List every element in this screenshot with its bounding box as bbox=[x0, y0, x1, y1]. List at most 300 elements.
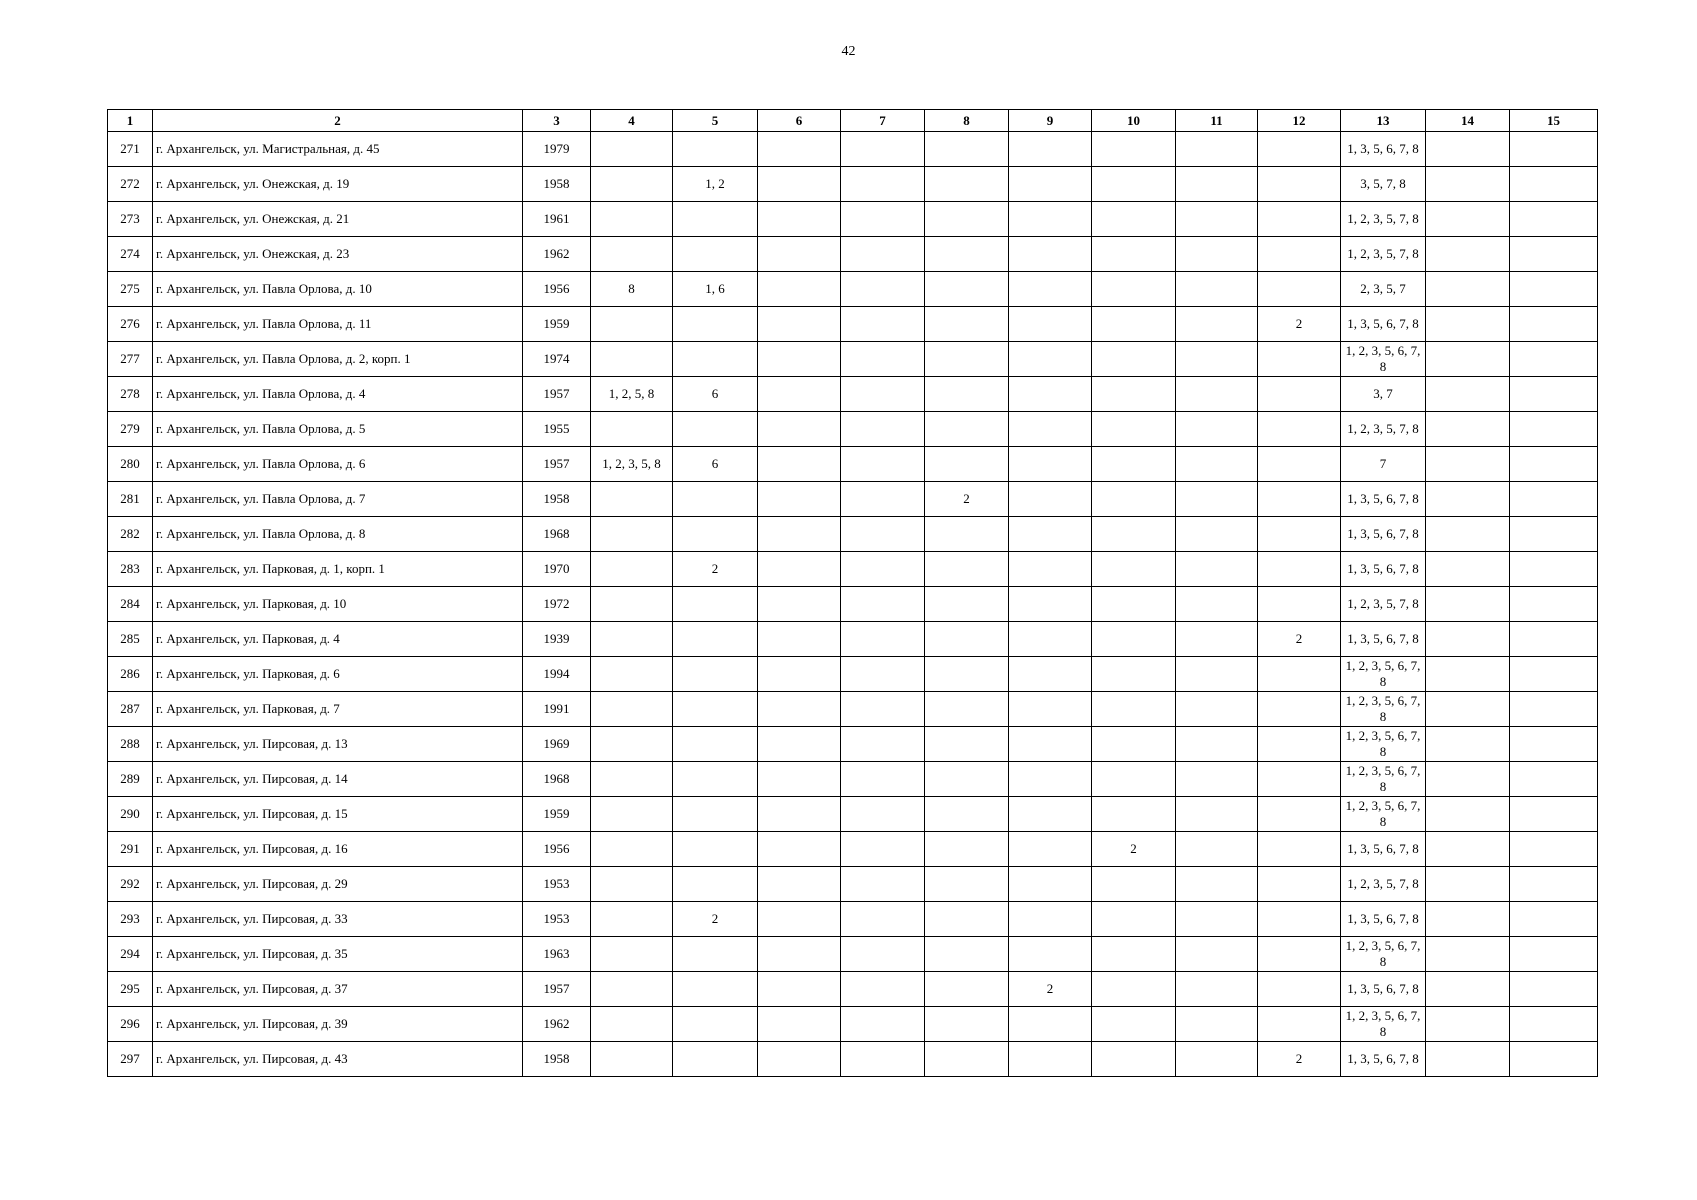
table-cell-col-2: г. Архангельск, ул. Пирсовая, д. 35 bbox=[153, 937, 523, 972]
table-cell-col-10 bbox=[1092, 657, 1176, 692]
table-cell-col-15 bbox=[1510, 167, 1598, 202]
table-cell-col-14 bbox=[1426, 1042, 1510, 1077]
table-cell-col-13: 3, 7 bbox=[1341, 377, 1426, 412]
table-row bbox=[108, 1042, 1598, 1077]
table-cell-col-6 bbox=[758, 167, 841, 202]
table-cell-col-7 bbox=[841, 377, 925, 412]
table-cell-col-4 bbox=[591, 412, 673, 447]
table-cell-col-2: г. Архангельск, ул. Онежская, д. 19 bbox=[153, 167, 523, 202]
table-cell-col-14 bbox=[1426, 727, 1510, 762]
table-cell-col-2: г. Архангельск, ул. Пирсовая, д. 29 bbox=[153, 867, 523, 902]
table-cell-col-11 bbox=[1176, 377, 1258, 412]
table-cell-col-1: 271 bbox=[108, 132, 153, 167]
table-row bbox=[108, 867, 1598, 902]
table-cell-col-5 bbox=[673, 482, 758, 517]
table-cell-col-5 bbox=[673, 237, 758, 272]
table-cell-col-15 bbox=[1510, 342, 1598, 377]
table-cell-col-4 bbox=[591, 727, 673, 762]
table-cell-col-14 bbox=[1426, 762, 1510, 797]
table-cell-col-15 bbox=[1510, 622, 1598, 657]
table-cell-col-3: 1957 bbox=[523, 972, 591, 1007]
table-cell-col-14 bbox=[1426, 1007, 1510, 1042]
table-cell-col-13: 2, 3, 5, 7 bbox=[1341, 272, 1426, 307]
table-cell-col-13: 1, 2, 3, 5, 7, 8 bbox=[1341, 412, 1426, 447]
table-cell-col-12 bbox=[1258, 1007, 1341, 1042]
table-cell-col-4 bbox=[591, 342, 673, 377]
table-cell-col-3: 1958 bbox=[523, 482, 591, 517]
table-cell-col-13: 1, 2, 3, 5, 6, 7, 8 bbox=[1341, 692, 1426, 727]
table-cell-col-15 bbox=[1510, 1042, 1598, 1077]
table-cell-col-11 bbox=[1176, 902, 1258, 937]
table-cell-col-5 bbox=[673, 1007, 758, 1042]
table-cell-col-7 bbox=[841, 1007, 925, 1042]
table-cell-col-7 bbox=[841, 482, 925, 517]
table-cell-col-7 bbox=[841, 167, 925, 202]
table-cell-col-4 bbox=[591, 237, 673, 272]
table-cell-col-10 bbox=[1092, 902, 1176, 937]
table-cell-col-12 bbox=[1258, 937, 1341, 972]
table-cell-col-13: 1, 2, 3, 5, 7, 8 bbox=[1341, 202, 1426, 237]
table-cell-col-4 bbox=[591, 482, 673, 517]
table-cell-col-2: г. Архангельск, ул. Онежская, д. 21 bbox=[153, 202, 523, 237]
table-cell-col-6 bbox=[758, 937, 841, 972]
table-cell-col-7 bbox=[841, 832, 925, 867]
table-cell-col-2: г. Архангельск, ул. Пирсовая, д. 43 bbox=[153, 1042, 523, 1077]
table-cell-col-10 bbox=[1092, 202, 1176, 237]
table-cell-col-7 bbox=[841, 937, 925, 972]
table-cell-col-14 bbox=[1426, 202, 1510, 237]
table-cell-col-3: 1953 bbox=[523, 867, 591, 902]
column-header-9: 9 bbox=[1009, 110, 1092, 132]
table-cell-col-9 bbox=[1009, 867, 1092, 902]
column-header-2: 2 bbox=[153, 110, 523, 132]
table-cell-col-12 bbox=[1258, 692, 1341, 727]
column-header-5: 5 bbox=[673, 110, 758, 132]
table-cell-col-15 bbox=[1510, 412, 1598, 447]
table-cell-col-7 bbox=[841, 202, 925, 237]
table-cell-col-10 bbox=[1092, 517, 1176, 552]
table-cell-col-5 bbox=[673, 797, 758, 832]
table-cell-col-7 bbox=[841, 307, 925, 342]
table-cell-col-1: 285 bbox=[108, 622, 153, 657]
table-cell-col-10 bbox=[1092, 412, 1176, 447]
table-cell-col-5: 2 bbox=[673, 552, 758, 587]
table-cell-col-10 bbox=[1092, 1042, 1176, 1077]
table-cell-col-7 bbox=[841, 797, 925, 832]
table-cell-col-8 bbox=[925, 622, 1009, 657]
table-cell-col-3: 1994 bbox=[523, 657, 591, 692]
table-cell-col-3: 1962 bbox=[523, 237, 591, 272]
table-cell-col-8 bbox=[925, 342, 1009, 377]
table-cell-col-12 bbox=[1258, 377, 1341, 412]
table-cell-col-15 bbox=[1510, 762, 1598, 797]
table-cell-col-2: г. Архангельск, ул. Пирсовая, д. 15 bbox=[153, 797, 523, 832]
table-cell-col-11 bbox=[1176, 587, 1258, 622]
table-cell-col-5 bbox=[673, 587, 758, 622]
table-cell-col-6 bbox=[758, 692, 841, 727]
table-cell-col-11 bbox=[1176, 797, 1258, 832]
table-cell-col-2: г. Архангельск, ул. Павла Орлова, д. 2, корп. 1 bbox=[153, 342, 523, 377]
table-cell-col-11 bbox=[1176, 832, 1258, 867]
table-cell-col-4 bbox=[591, 517, 673, 552]
table-cell-col-3: 1968 bbox=[523, 517, 591, 552]
table-cell-col-1: 293 bbox=[108, 902, 153, 937]
column-header-11: 11 bbox=[1176, 110, 1258, 132]
table-cell-col-3: 1958 bbox=[523, 167, 591, 202]
table-cell-col-1: 287 bbox=[108, 692, 153, 727]
table-cell-col-2: г. Архангельск, ул. Пирсовая, д. 39 bbox=[153, 1007, 523, 1042]
table-cell-col-12 bbox=[1258, 342, 1341, 377]
table-cell-col-14 bbox=[1426, 832, 1510, 867]
table-cell-col-5 bbox=[673, 517, 758, 552]
table-cell-col-1: 297 bbox=[108, 1042, 153, 1077]
table-cell-col-12 bbox=[1258, 972, 1341, 1007]
table-cell-col-14 bbox=[1426, 342, 1510, 377]
table-row bbox=[108, 657, 1598, 692]
table-cell-col-3: 1956 bbox=[523, 832, 591, 867]
table-cell-col-12: 2 bbox=[1258, 1042, 1341, 1077]
table-cell-col-11 bbox=[1176, 1007, 1258, 1042]
table-cell-col-14 bbox=[1426, 517, 1510, 552]
table-cell-col-5 bbox=[673, 867, 758, 902]
table-cell-col-15 bbox=[1510, 902, 1598, 937]
table-cell-col-14 bbox=[1426, 132, 1510, 167]
table-cell-col-10 bbox=[1092, 762, 1176, 797]
table-cell-col-1: 291 bbox=[108, 832, 153, 867]
table-cell-col-15 bbox=[1510, 272, 1598, 307]
table-cell-col-11 bbox=[1176, 167, 1258, 202]
table-cell-col-13: 1, 3, 5, 6, 7, 8 bbox=[1341, 832, 1426, 867]
table-cell-col-5 bbox=[673, 1042, 758, 1077]
table-cell-col-10 bbox=[1092, 167, 1176, 202]
table-cell-col-3: 1969 bbox=[523, 727, 591, 762]
table-cell-col-8 bbox=[925, 272, 1009, 307]
table-cell-col-11 bbox=[1176, 937, 1258, 972]
table-cell-col-11 bbox=[1176, 762, 1258, 797]
table-cell-col-11 bbox=[1176, 132, 1258, 167]
table-cell-col-13: 1, 3, 5, 6, 7, 8 bbox=[1341, 622, 1426, 657]
table-cell-col-6 bbox=[758, 342, 841, 377]
table-cell-col-6 bbox=[758, 517, 841, 552]
table-cell-col-2: г. Архангельск, ул. Парковая, д. 4 bbox=[153, 622, 523, 657]
table-cell-col-13: 1, 3, 5, 6, 7, 8 bbox=[1341, 972, 1426, 1007]
table-row bbox=[108, 132, 1598, 167]
table-cell-col-12 bbox=[1258, 832, 1341, 867]
table-cell-col-9 bbox=[1009, 202, 1092, 237]
table-cell-col-13: 1, 2, 3, 5, 6, 7, 8 bbox=[1341, 727, 1426, 762]
table-cell-col-15 bbox=[1510, 132, 1598, 167]
table-cell-col-5 bbox=[673, 622, 758, 657]
table-cell-col-11 bbox=[1176, 412, 1258, 447]
table-cell-col-3: 1955 bbox=[523, 412, 591, 447]
table-cell-col-7 bbox=[841, 552, 925, 587]
table-cell-col-10 bbox=[1092, 552, 1176, 587]
column-header-8: 8 bbox=[925, 110, 1009, 132]
table-cell-col-13: 1, 2, 3, 5, 7, 8 bbox=[1341, 237, 1426, 272]
table-cell-col-6 bbox=[758, 202, 841, 237]
table-cell-col-1: 281 bbox=[108, 482, 153, 517]
table-cell-col-12 bbox=[1258, 517, 1341, 552]
table-cell-col-6 bbox=[758, 797, 841, 832]
table-cell-col-3: 1961 bbox=[523, 202, 591, 237]
table-cell-col-11 bbox=[1176, 517, 1258, 552]
table-cell-col-1: 290 bbox=[108, 797, 153, 832]
table-cell-col-15 bbox=[1510, 657, 1598, 692]
table-cell-col-6 bbox=[758, 902, 841, 937]
table-cell-col-12 bbox=[1258, 202, 1341, 237]
table-cell-col-12 bbox=[1258, 902, 1341, 937]
table-cell-col-11 bbox=[1176, 622, 1258, 657]
table-cell-col-12: 2 bbox=[1258, 307, 1341, 342]
table-cell-col-14 bbox=[1426, 797, 1510, 832]
table-cell-col-14 bbox=[1426, 622, 1510, 657]
table-cell-col-8 bbox=[925, 832, 1009, 867]
table-row bbox=[108, 272, 1598, 307]
table-cell-col-10 bbox=[1092, 867, 1176, 902]
table-row bbox=[108, 762, 1598, 797]
table-cell-col-7 bbox=[841, 902, 925, 937]
table-cell-col-8 bbox=[925, 692, 1009, 727]
column-header-13: 13 bbox=[1341, 110, 1426, 132]
table-cell-col-15 bbox=[1510, 867, 1598, 902]
table-cell-col-4 bbox=[591, 622, 673, 657]
table-cell-col-1: 275 bbox=[108, 272, 153, 307]
table-cell-col-4 bbox=[591, 937, 673, 972]
table-row bbox=[108, 167, 1598, 202]
table-cell-col-4 bbox=[591, 902, 673, 937]
table-cell-col-6 bbox=[758, 552, 841, 587]
table-cell-col-13: 1, 3, 5, 6, 7, 8 bbox=[1341, 132, 1426, 167]
table-cell-col-9 bbox=[1009, 307, 1092, 342]
table-cell-col-15 bbox=[1510, 1007, 1598, 1042]
table-cell-col-2: г. Архангельск, ул. Пирсовая, д. 13 bbox=[153, 727, 523, 762]
table-cell-col-15 bbox=[1510, 727, 1598, 762]
table-cell-col-13: 1, 3, 5, 6, 7, 8 bbox=[1341, 482, 1426, 517]
table-cell-col-8 bbox=[925, 797, 1009, 832]
table-cell-col-12 bbox=[1258, 482, 1341, 517]
table-cell-col-7 bbox=[841, 132, 925, 167]
table-cell-col-8 bbox=[925, 972, 1009, 1007]
table-row bbox=[108, 937, 1598, 972]
table-cell-col-5 bbox=[673, 762, 758, 797]
table-cell-col-7 bbox=[841, 727, 925, 762]
table-cell-col-2: г. Архангельск, ул. Пирсовая, д. 33 bbox=[153, 902, 523, 937]
table-cell-col-2: г. Архангельск, ул. Павла Орлова, д. 11 bbox=[153, 307, 523, 342]
table-cell-col-8 bbox=[925, 132, 1009, 167]
table-cell-col-4 bbox=[591, 657, 673, 692]
table-cell-col-5 bbox=[673, 727, 758, 762]
table-cell-col-6 bbox=[758, 307, 841, 342]
column-header-3: 3 bbox=[523, 110, 591, 132]
table-cell-col-14 bbox=[1426, 552, 1510, 587]
table-cell-col-7 bbox=[841, 342, 925, 377]
table-cell-col-2: г. Архангельск, ул. Павла Орлова, д. 7 bbox=[153, 482, 523, 517]
table-cell-col-8 bbox=[925, 307, 1009, 342]
table-cell-col-2: г. Архангельск, ул. Павла Орлова, д. 8 bbox=[153, 517, 523, 552]
table-cell-col-14 bbox=[1426, 412, 1510, 447]
table-cell-col-9 bbox=[1009, 587, 1092, 622]
table-cell-col-12 bbox=[1258, 657, 1341, 692]
table-cell-col-4: 1, 2, 5, 8 bbox=[591, 377, 673, 412]
table-row bbox=[108, 622, 1598, 657]
column-header-1: 1 bbox=[108, 110, 153, 132]
table-cell-col-9 bbox=[1009, 272, 1092, 307]
table-cell-col-4 bbox=[591, 867, 673, 902]
table-cell-col-4 bbox=[591, 307, 673, 342]
table-cell-col-12 bbox=[1258, 132, 1341, 167]
table-cell-col-6 bbox=[758, 727, 841, 762]
table-cell-col-5 bbox=[673, 342, 758, 377]
table-cell-col-15 bbox=[1510, 202, 1598, 237]
table-cell-col-11 bbox=[1176, 342, 1258, 377]
table-row bbox=[108, 552, 1598, 587]
table-cell-col-1: 295 bbox=[108, 972, 153, 1007]
table-cell-col-10 bbox=[1092, 972, 1176, 1007]
table-cell-col-3: 1974 bbox=[523, 342, 591, 377]
table-cell-col-4 bbox=[591, 1007, 673, 1042]
table-cell-col-10 bbox=[1092, 727, 1176, 762]
table-cell-col-5: 2 bbox=[673, 902, 758, 937]
table-cell-col-6 bbox=[758, 657, 841, 692]
table-cell-col-14 bbox=[1426, 482, 1510, 517]
table-cell-col-7 bbox=[841, 587, 925, 622]
table-cell-col-15 bbox=[1510, 937, 1598, 972]
table-cell-col-6 bbox=[758, 237, 841, 272]
table-cell-col-6 bbox=[758, 867, 841, 902]
table-cell-col-8 bbox=[925, 1042, 1009, 1077]
table-cell-col-9 bbox=[1009, 342, 1092, 377]
table-cell-col-12 bbox=[1258, 272, 1341, 307]
table-cell-col-7 bbox=[841, 412, 925, 447]
table-cell-col-3: 1959 bbox=[523, 797, 591, 832]
table-cell-col-5: 1, 2 bbox=[673, 167, 758, 202]
table-cell-col-15 bbox=[1510, 307, 1598, 342]
table-cell-col-8 bbox=[925, 902, 1009, 937]
table-cell-col-1: 284 bbox=[108, 587, 153, 622]
table-cell-col-2: г. Архангельск, ул. Павла Орлова, д. 4 bbox=[153, 377, 523, 412]
table-cell-col-9: 2 bbox=[1009, 972, 1092, 1007]
table-cell-col-3: 1970 bbox=[523, 552, 591, 587]
table-cell-col-15 bbox=[1510, 482, 1598, 517]
table-body bbox=[108, 132, 1598, 1077]
table-cell-col-2: г. Архангельск, ул. Парковая, д. 10 bbox=[153, 587, 523, 622]
table-cell-col-2: г. Архангельск, ул. Пирсовая, д. 37 bbox=[153, 972, 523, 1007]
table-cell-col-1: 273 bbox=[108, 202, 153, 237]
table-cell-col-11 bbox=[1176, 202, 1258, 237]
table-cell-col-14 bbox=[1426, 902, 1510, 937]
table-cell-col-8 bbox=[925, 377, 1009, 412]
table-cell-col-4 bbox=[591, 692, 673, 727]
table-cell-col-1: 282 bbox=[108, 517, 153, 552]
table-cell-col-8 bbox=[925, 727, 1009, 762]
table-cell-col-14 bbox=[1426, 972, 1510, 1007]
table-cell-col-7 bbox=[841, 692, 925, 727]
table-cell-col-7 bbox=[841, 972, 925, 1007]
table-cell-col-4 bbox=[591, 587, 673, 622]
column-header-7: 7 bbox=[841, 110, 925, 132]
table-cell-col-9 bbox=[1009, 167, 1092, 202]
header-row bbox=[108, 110, 1598, 132]
table-cell-col-4 bbox=[591, 167, 673, 202]
table-cell-col-8 bbox=[925, 1007, 1009, 1042]
table-cell-col-9 bbox=[1009, 797, 1092, 832]
table-cell-col-12: 2 bbox=[1258, 622, 1341, 657]
table-cell-col-2: г. Архангельск, ул. Пирсовая, д. 14 bbox=[153, 762, 523, 797]
table-cell-col-6 bbox=[758, 1042, 841, 1077]
table-cell-col-9 bbox=[1009, 1007, 1092, 1042]
table-cell-col-10 bbox=[1092, 237, 1176, 272]
table-cell-col-12 bbox=[1258, 167, 1341, 202]
table-cell-col-5 bbox=[673, 202, 758, 237]
table-cell-col-15 bbox=[1510, 552, 1598, 587]
table-row bbox=[108, 517, 1598, 552]
table-row bbox=[108, 412, 1598, 447]
table-cell-col-10 bbox=[1092, 587, 1176, 622]
table-cell-col-15 bbox=[1510, 797, 1598, 832]
table-cell-col-9 bbox=[1009, 832, 1092, 867]
table-cell-col-2: г. Архангельск, ул. Парковая, д. 1, корп. 1 bbox=[153, 552, 523, 587]
table-cell-col-14 bbox=[1426, 167, 1510, 202]
table-cell-col-11 bbox=[1176, 1042, 1258, 1077]
table-cell-col-10 bbox=[1092, 307, 1176, 342]
table-cell-col-2: г. Архангельск, ул. Павла Орлова, д. 6 bbox=[153, 447, 523, 482]
table-cell-col-12 bbox=[1258, 412, 1341, 447]
table-cell-col-13: 1, 3, 5, 6, 7, 8 bbox=[1341, 307, 1426, 342]
table-cell-col-3: 1972 bbox=[523, 587, 591, 622]
table-cell-col-11 bbox=[1176, 307, 1258, 342]
table-cell-col-12 bbox=[1258, 447, 1341, 482]
table-cell-col-8: 2 bbox=[925, 482, 1009, 517]
table-cell-col-5 bbox=[673, 937, 758, 972]
table-row bbox=[108, 972, 1598, 1007]
table-row bbox=[108, 202, 1598, 237]
table-row bbox=[108, 447, 1598, 482]
table-cell-col-13: 1, 2, 3, 5, 6, 7, 8 bbox=[1341, 797, 1426, 832]
table-cell-col-9 bbox=[1009, 447, 1092, 482]
table-cell-col-1: 280 bbox=[108, 447, 153, 482]
table-cell-col-8 bbox=[925, 657, 1009, 692]
table-cell-col-3: 1968 bbox=[523, 762, 591, 797]
table-cell-col-13: 1, 2, 3, 5, 7, 8 bbox=[1341, 587, 1426, 622]
table-cell-col-7 bbox=[841, 762, 925, 797]
table-row bbox=[108, 692, 1598, 727]
table-cell-col-11 bbox=[1176, 727, 1258, 762]
table-cell-col-14 bbox=[1426, 587, 1510, 622]
table-cell-col-9 bbox=[1009, 762, 1092, 797]
table-cell-col-9 bbox=[1009, 622, 1092, 657]
table-cell-col-14 bbox=[1426, 272, 1510, 307]
table-cell-col-15 bbox=[1510, 832, 1598, 867]
column-header-12: 12 bbox=[1258, 110, 1341, 132]
table-cell-col-4 bbox=[591, 797, 673, 832]
table-cell-col-7 bbox=[841, 867, 925, 902]
table-cell-col-9 bbox=[1009, 377, 1092, 412]
table-cell-col-8 bbox=[925, 167, 1009, 202]
table-cell-col-5 bbox=[673, 972, 758, 1007]
table-cell-col-13: 1, 2, 3, 5, 6, 7, 8 bbox=[1341, 657, 1426, 692]
table-cell-col-3: 1957 bbox=[523, 377, 591, 412]
table-cell-col-6 bbox=[758, 412, 841, 447]
table-cell-col-5: 6 bbox=[673, 377, 758, 412]
table-cell-col-12 bbox=[1258, 762, 1341, 797]
table-cell-col-6 bbox=[758, 587, 841, 622]
table-cell-col-4 bbox=[591, 202, 673, 237]
table-row bbox=[108, 797, 1598, 832]
table-cell-col-14 bbox=[1426, 867, 1510, 902]
table-cell-col-4: 1, 2, 3, 5, 8 bbox=[591, 447, 673, 482]
table-cell-col-3: 1979 bbox=[523, 132, 591, 167]
table-cell-col-4 bbox=[591, 762, 673, 797]
